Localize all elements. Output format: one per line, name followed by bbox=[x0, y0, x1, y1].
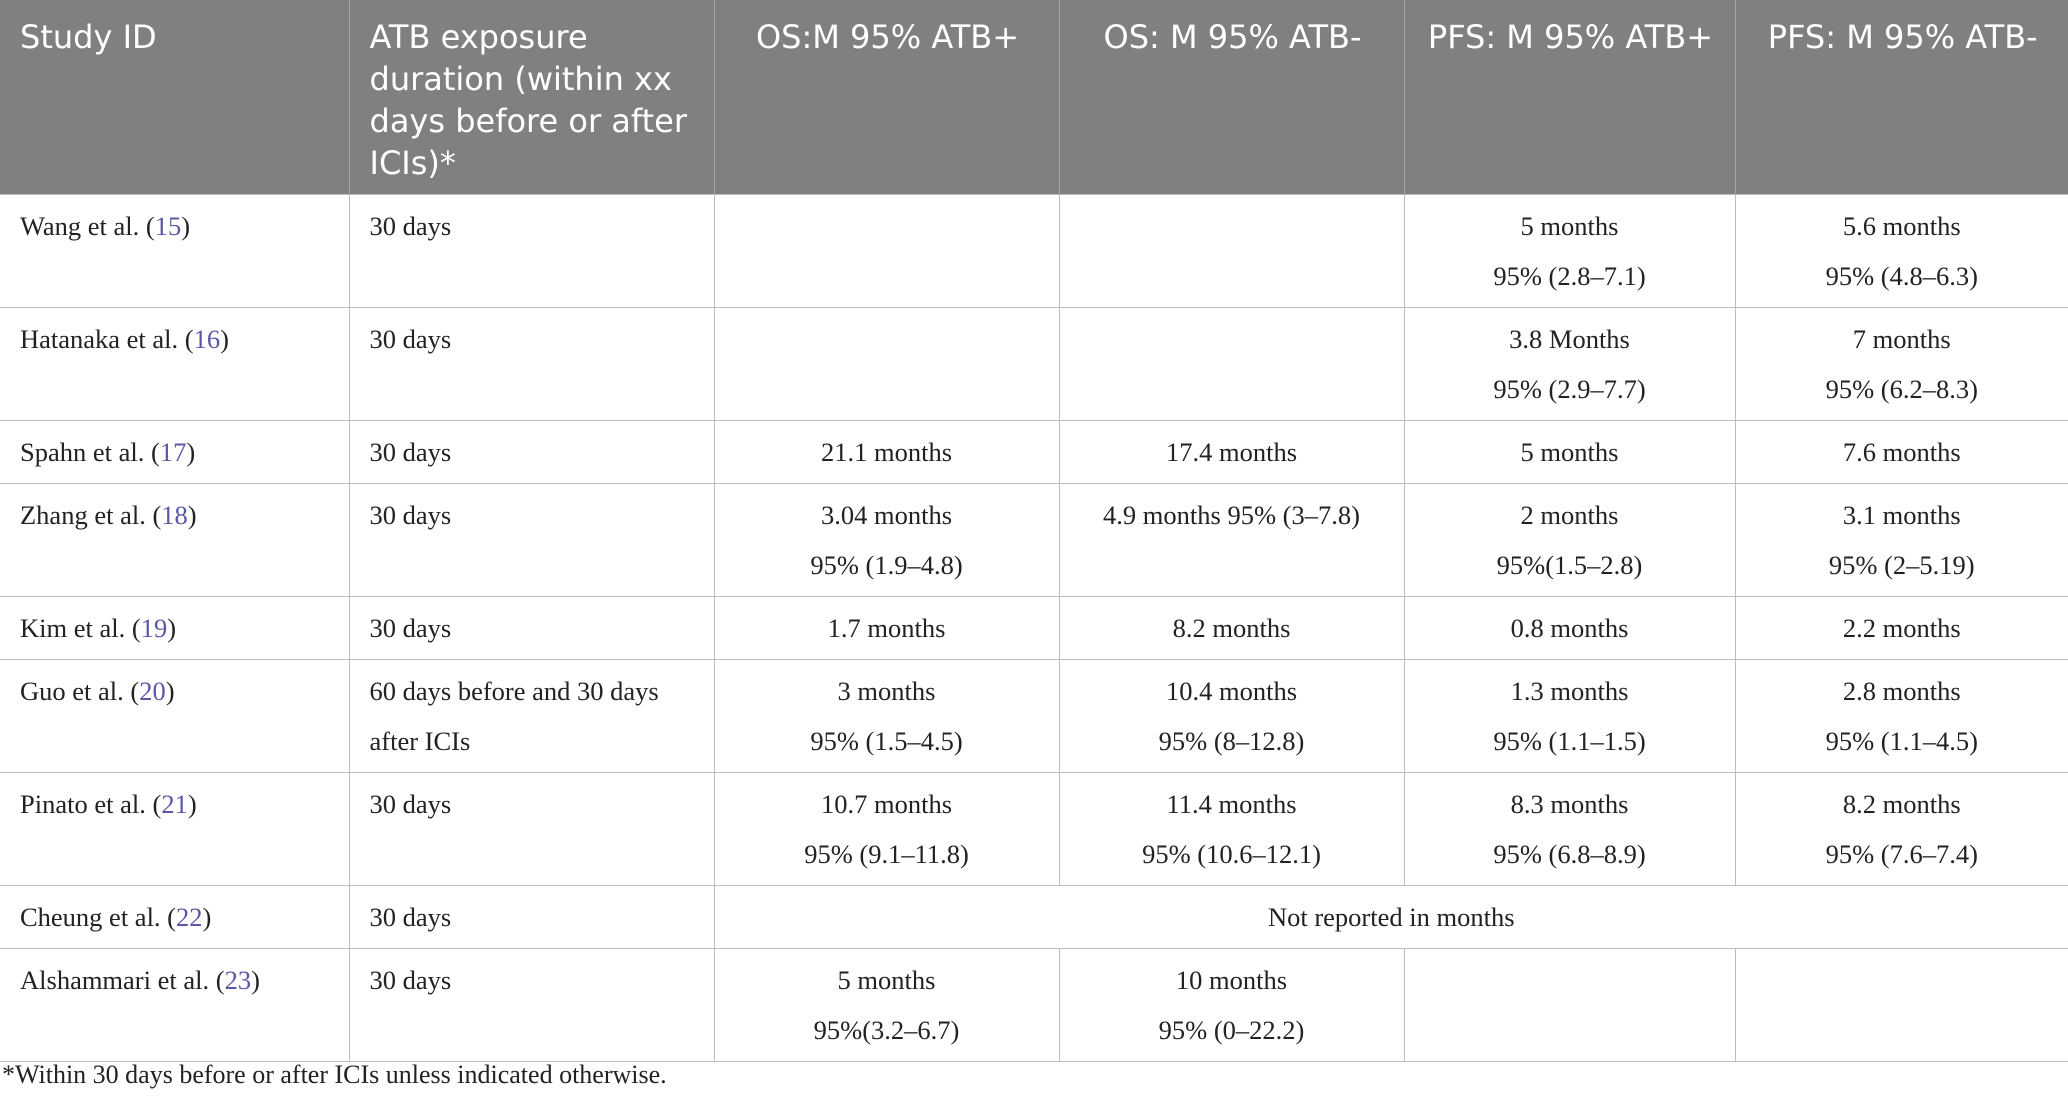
duration-cell: 30 days bbox=[349, 886, 714, 949]
os-atb-pos-cell: 3 months 95% (1.5–4.5) bbox=[714, 660, 1059, 773]
os-atb-neg-cell: 11.4 months 95% (10.6–12.1) bbox=[1059, 773, 1404, 886]
reference-link[interactable]: 18 bbox=[161, 500, 188, 530]
table-row bbox=[0, 484, 2068, 597]
pfs-atb-pos-cell: 3.8 Months 95% (2.9–7.7) bbox=[1404, 308, 1735, 421]
reference-link[interactable]: 15 bbox=[154, 211, 182, 241]
pfs-atb-neg-cell: 7.6 months bbox=[1735, 421, 2068, 484]
duration-cell: 30 days bbox=[349, 949, 714, 1062]
table-row bbox=[0, 949, 2068, 1062]
study-id-cell: Zhang et al. (18) bbox=[0, 484, 349, 597]
pfs-atb-neg-cell: 2.2 months bbox=[1735, 597, 2068, 660]
os-atb-neg-cell: 8.2 months bbox=[1059, 597, 1404, 660]
pfs-atb-pos-cell: 5 months 95% (2.8–7.1) bbox=[1404, 195, 1735, 308]
reference-link[interactable]: 17 bbox=[159, 437, 187, 467]
pfs-atb-neg-cell: 5.6 months 95% (4.8–6.3) bbox=[1735, 195, 2068, 308]
os-atb-pos-cell: 10.7 months 95% (9.1–11.8) bbox=[714, 773, 1059, 886]
study-id-cell: Spahn et al. (17) bbox=[0, 421, 349, 484]
reference-link[interactable]: 16 bbox=[193, 324, 221, 354]
pfs-atb-neg-cell: 7 months 95% (6.2–8.3) bbox=[1735, 308, 2068, 421]
table-row bbox=[0, 195, 2068, 308]
os-atb-pos-cell bbox=[714, 195, 1059, 308]
pfs-atb-pos-cell: 2 months 95%(1.5–2.8) bbox=[1404, 484, 1735, 597]
pfs-atb-neg-cell bbox=[1735, 949, 2068, 1062]
duration-cell: 30 days bbox=[349, 421, 714, 484]
study-id-cell: Hatanaka et al. (16) bbox=[0, 308, 349, 421]
os-atb-pos-cell: 5 months 95%(3.2–6.7) bbox=[714, 949, 1059, 1062]
duration-cell: 30 days bbox=[349, 308, 714, 421]
os-atb-neg-cell: 10.4 months 95% (8–12.8) bbox=[1059, 660, 1404, 773]
header-pfs-atb-pos: PFS: M 95% ATB+ bbox=[1404, 0, 1735, 195]
duration-cell: 30 days bbox=[349, 195, 714, 308]
pfs-atb-pos-cell: 8.3 months 95% (6.8–8.9) bbox=[1404, 773, 1735, 886]
duration-cell: 30 days bbox=[349, 484, 714, 597]
pfs-atb-neg-cell: 8.2 months 95% (7.6–7.4) bbox=[1735, 773, 2068, 886]
header-os-atb-pos: OS:M 95% ATB+ bbox=[714, 0, 1059, 195]
os-atb-pos-cell: 3.04 months 95% (1.9–4.8) bbox=[714, 484, 1059, 597]
pfs-atb-pos-cell: 5 months bbox=[1404, 421, 1735, 484]
os-atb-pos-cell: 1.7 months bbox=[714, 597, 1059, 660]
reference-link[interactable]: 20 bbox=[139, 676, 166, 706]
header-row bbox=[0, 0, 2068, 195]
reference-link[interactable]: 23 bbox=[224, 965, 252, 995]
os-atb-neg-cell: 17.4 months bbox=[1059, 421, 1404, 484]
pfs-atb-neg-cell: 3.1 months 95% (2–5.19) bbox=[1735, 484, 2068, 597]
table-row bbox=[0, 886, 2068, 949]
table-header bbox=[0, 0, 2068, 195]
reference-link[interactable]: 19 bbox=[140, 613, 168, 643]
table-row bbox=[0, 773, 2068, 886]
study-id-cell: Guo et al. (20) bbox=[0, 660, 349, 773]
os-atb-neg-cell bbox=[1059, 195, 1404, 308]
study-id-cell: Pinato et al. (21) bbox=[0, 773, 349, 886]
header-os-atb-neg: OS: M 95% ATB- bbox=[1059, 0, 1404, 195]
header-study-id: Study ID bbox=[0, 0, 349, 195]
os-atb-pos-cell bbox=[714, 308, 1059, 421]
os-atb-neg-cell: 4.9 months 95% (3–7.8) bbox=[1059, 484, 1404, 597]
study-id-cell: Wang et al. (15) bbox=[0, 195, 349, 308]
os-atb-pos-cell: 21.1 months bbox=[714, 421, 1059, 484]
study-id-cell: Kim et al. (19) bbox=[0, 597, 349, 660]
not-reported-cell: Not reported in months bbox=[714, 886, 2068, 949]
study-id-cell: Cheung et al. (22) bbox=[0, 886, 349, 949]
pfs-atb-pos-cell: 1.3 months 95% (1.1–1.5) bbox=[1404, 660, 1735, 773]
duration-cell: 60 days before and 30 days after ICIs bbox=[349, 660, 714, 773]
header-atb-duration: ATB exposure duration (within xx days before or after ICIs)* bbox=[349, 0, 714, 195]
table-footnote: *Within 30 days before or after ICIs unless indicated otherwise. bbox=[2, 1060, 667, 1089]
os-atb-neg-cell bbox=[1059, 308, 1404, 421]
table-row bbox=[0, 421, 2068, 484]
reference-link[interactable]: 22 bbox=[176, 902, 203, 932]
header-pfs-atb-neg: PFS: M 95% ATB- bbox=[1735, 0, 2068, 195]
table-row bbox=[0, 308, 2068, 421]
os-atb-neg-cell: 10 months 95% (0–22.2) bbox=[1059, 949, 1404, 1062]
reference-link[interactable]: 21 bbox=[161, 789, 188, 819]
pfs-atb-neg-cell: 2.8 months 95% (1.1–4.5) bbox=[1735, 660, 2068, 773]
table-row bbox=[0, 660, 2068, 773]
study-id-cell: Alshammari et al. (23) bbox=[0, 949, 349, 1062]
table-row bbox=[0, 597, 2068, 660]
duration-cell: 30 days bbox=[349, 597, 714, 660]
duration-cell: 30 days bbox=[349, 773, 714, 886]
pfs-atb-pos-cell bbox=[1404, 949, 1735, 1062]
table-body bbox=[0, 195, 2068, 1062]
pfs-atb-pos-cell: 0.8 months bbox=[1404, 597, 1735, 660]
